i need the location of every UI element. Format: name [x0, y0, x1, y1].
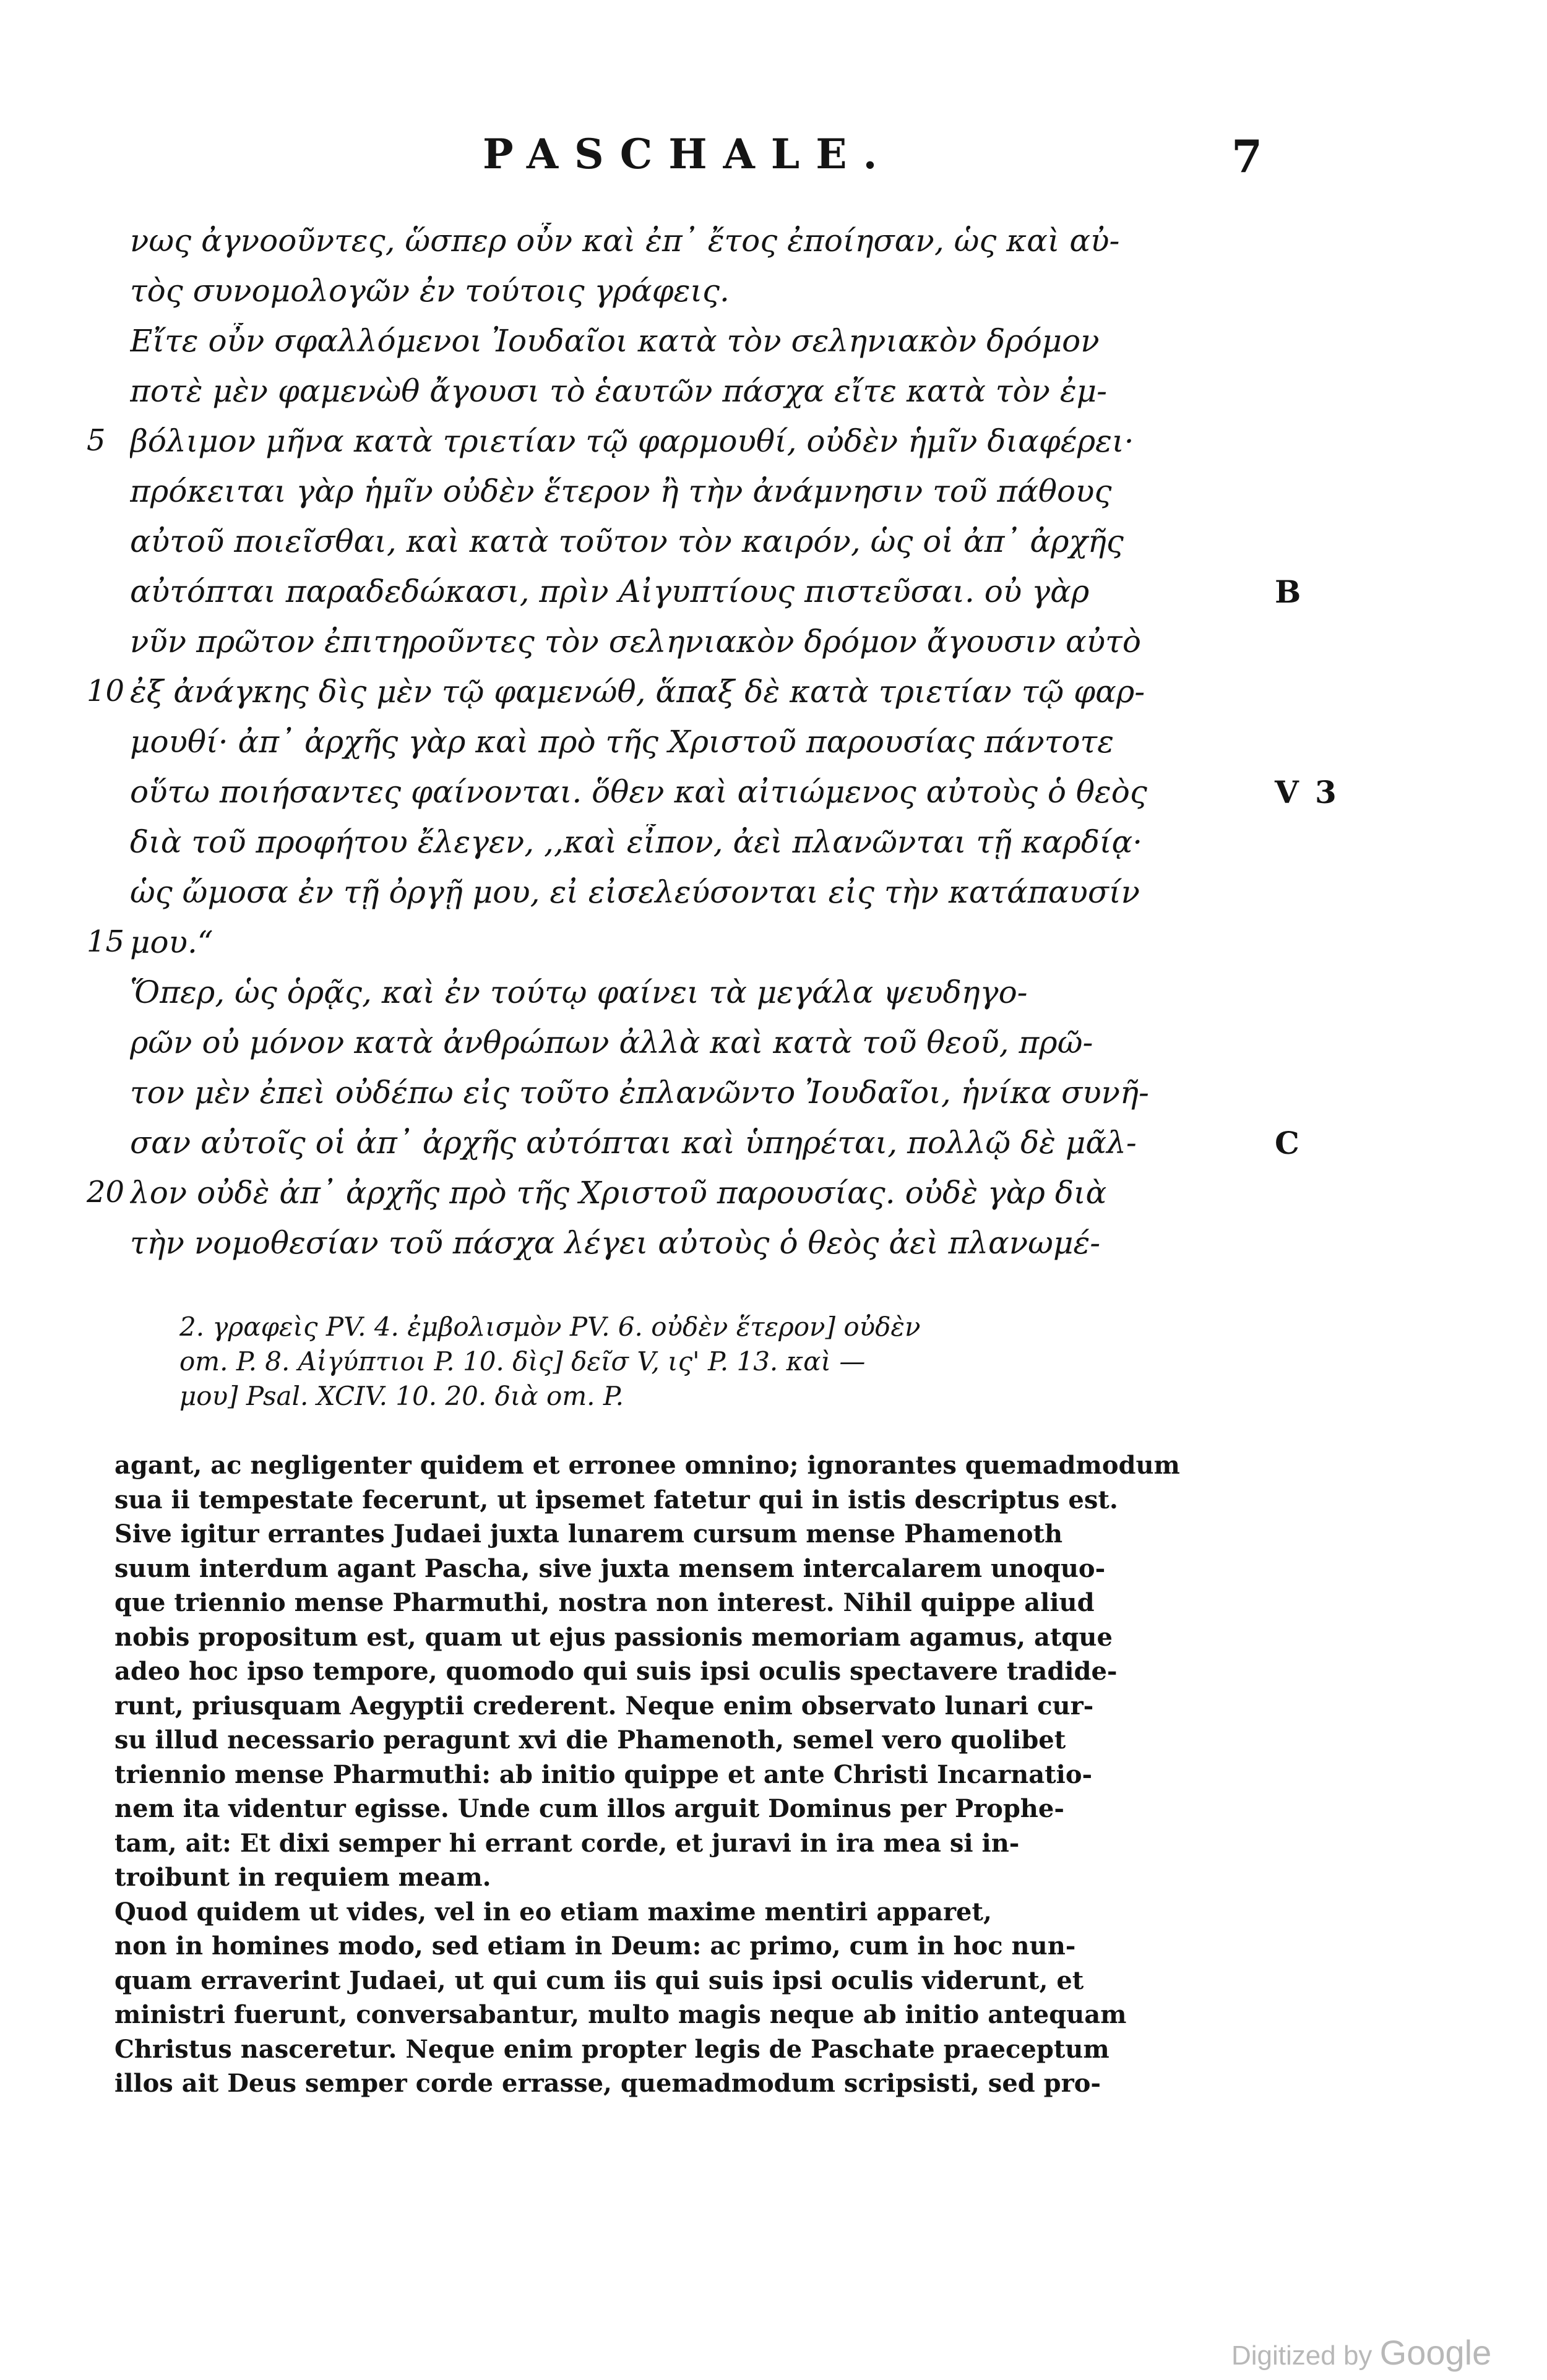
greek-line: νως ἀγνοοῦντες, ὥσπερ οὖν καὶ ἐπ᾽ ἔτος ἐποίησαν, ὡς καὶ αὐ- [130, 223, 1120, 259]
latin-line: non in homines modo, sed etiam in Deum: ac primo, cum in hoc nun- [114, 1931, 1076, 1961]
latin-line: runt, priusquam Aegyptii crederent. Neque enim observato lunari cur- [114, 1691, 1094, 1721]
greek-line: μουθί· ἀπ᾽ ἀρχῆς γὰρ καὶ πρὸ τῆς Χριστοῦ παρουσίας πάντοτε [130, 724, 1114, 760]
margin-marker: 3 [1315, 774, 1337, 810]
greek-line: Εἴτε οὖν σφαλλόμενοι Ἰουδαῖοι κατὰ τὸν σεληνιακὸν δρόμον [130, 323, 1100, 359]
greek-line: οὕτω ποιήσαντες φαίνονται. ὅθεν καὶ αἰτιώμενος αὐτοὺς ὁ θεὸς [130, 774, 1147, 810]
greek-line: ρῶν οὐ μόνον κατὰ ἀνθρώπων ἀλλὰ καὶ κατὰ τοῦ θεοῦ, πρῶ- [130, 1025, 1093, 1060]
greek-line: νῦν πρῶτον ἐπιτηροῦντες τὸν σεληνιακὸν δρόμον ἄγουσιν αὐτὸ [130, 624, 1141, 659]
greek-line: λον οὐδὲ ἀπ᾽ ἀρχῆς πρὸ τῆς Χριστοῦ παρουσίας. οὐδὲ γὰρ διὰ [130, 1175, 1107, 1211]
latin-line: suum interdum agant Pascha, sive juxta mensem intercalarem unoquo- [114, 1553, 1106, 1583]
latin-line: troibunt in requiem meam. [114, 1863, 491, 1892]
apparatus-line: 2. γραφεὶς PV. 4. ἐμβολισμὸν PV. 6. οὐδὲν ἕτερον] οὐδὲν [179, 1312, 921, 1342]
line-number: 15 [87, 924, 125, 959]
latin-line: quam erraverint Judaei, ut qui cum iis qui suis ipsi oculis viderunt, et [114, 1965, 1084, 1995]
running-title: PASCHALE. [483, 130, 894, 178]
line-number: 10 [87, 674, 125, 708]
latin-line: triennio mense Pharmuthi: ab initio quippe et ante Christi Incarnatio- [114, 1759, 1093, 1789]
greek-line: Ὅπερ, ὡς ὁρᾷς, καὶ ἐν τούτῳ φαίνει τὰ μεγάλα ψευδηγο- [130, 974, 1028, 1010]
latin-line: sua ii tempestate fecerunt, ut ipsemet fatetur qui in istis descriptus est. [114, 1485, 1118, 1514]
greek-line: διὰ τοῦ προφήτου ἔλεγεν, ,,καὶ εἶπον, ἀεὶ πλανῶνται τῇ καρδίᾳ· [130, 824, 1143, 860]
line-number: 5 [87, 423, 106, 458]
greek-line: αὐτοῦ ποιεῖσθαι, καὶ κατὰ τοῦτον τὸν καιρόν, ὡς οἱ ἀπ᾽ ἀρχῆς [130, 523, 1124, 559]
margin-marker: C [1275, 1125, 1299, 1161]
greek-line: τον μὲν ἐπεὶ οὐδέπω εἰς τοῦτο ἐπλανῶντο Ἰουδαῖοι, ἡνίκα συνῆ- [130, 1075, 1149, 1111]
greek-line: μου.“ [130, 924, 213, 960]
greek-line: αὐτόπται παραδεδώκασι, πρὶν Αἰγυπτίους πιστεῦσαι. οὐ γὰρ [130, 574, 1090, 609]
latin-line: que triennio mense Pharmuthi, nostra non interest. Nihil quippe aliud [114, 1588, 1095, 1617]
margin-marker: B [1275, 574, 1301, 610]
greek-line: πρόκειται γὰρ ἡμῖν οὐδὲν ἕτερον ἢ τὴν ἀνάμνησιν τοῦ πάθους [130, 473, 1112, 509]
latin-line: nobis propositum est, quam ut ejus passionis memoriam agamus, atque [114, 1622, 1113, 1652]
latin-line: Sive igitur errantes Judaei juxta lunarem cursum mense Phamenoth [114, 1519, 1063, 1549]
greek-line: τὴν νομοθεσίαν τοῦ πάσχα λέγει αὐτοὺς ὁ θεὸς ἀεὶ πλανωμέ- [130, 1225, 1101, 1261]
page-number: 7 [1231, 130, 1263, 183]
greek-line: ἐξ ἀνάγκης δὶς μὲν τῷ φαμενώθ, ἅπαξ δὲ κατὰ τριετίαν τῷ φαρ- [130, 674, 1145, 710]
margin-marker: V [1275, 774, 1299, 810]
latin-line: su illud necessario peragunt xvi die Phamenoth, semel vero quolibet [114, 1725, 1066, 1755]
latin-line: illos ait Deus semper corde errasse, quemadmodum scripsisti, sed pro- [114, 2069, 1101, 2098]
latin-line: agant, ac negligenter quidem et erronee omnino; ignorantes quemadmodum [114, 1451, 1180, 1480]
latin-line: tam, ait: Et dixi semper hi errant corde, et juravi in ira mea si in- [114, 1828, 1020, 1858]
greek-line: ὡς ὤμοσα ἐν τῇ ὀργῇ μου, εἰ εἰσελεύσονται εἰς τὴν κατάπαυσίν [130, 874, 1140, 910]
line-number: 20 [87, 1175, 125, 1209]
apparatus-line: om. P. 8. Αἰγύπτιοι P. 10. δὶς] δεῖσ V, ις' P. 13. καὶ — [179, 1346, 866, 1377]
greek-line: σαν αὐτοῖς οἱ ἀπ᾽ ἀρχῆς αὐτόπται καὶ ὑπηρέται, πολλῷ δὲ μᾶλ- [130, 1125, 1137, 1161]
google-brand: Google [1379, 2333, 1492, 2372]
latin-line: Christus nasceretur. Neque enim propter legis de Paschate praeceptum [114, 2034, 1110, 2064]
digitized-prefix: Digitized by [1231, 2340, 1372, 2371]
latin-line: Quod quidem ut vides, vel in eo etiam maxime mentiri apparet, [114, 1897, 992, 1927]
latin-line: nem ita videntur egisse. Unde cum illos arguit Dominus per Prophe- [114, 1794, 1064, 1823]
latin-line: adeo hoc ipso tempore, quomodo qui suis ipsi oculis spectavere tradide- [114, 1657, 1118, 1686]
digitized-by-watermark [1231, 2332, 1491, 2373]
latin-line: ministri fuerunt, conversabantur, multo magis neque ab initio antequam [114, 2000, 1127, 2029]
greek-line: τὸς συνομολογῶν ἐν τούτοις γράφεις. [130, 273, 730, 309]
greek-line: ποτὲ μὲν φαμενὼθ ἄγουσι τὸ ἑαυτῶν πάσχα εἴτε κατὰ τὸν ἐμ- [130, 373, 1108, 409]
apparatus-line: μου] Psal. XCIV. 10. 20. διὰ om. P. [179, 1381, 624, 1411]
greek-line: βόλιμον μῆνα κατὰ τριετίαν τῷ φαρμουθί, οὐδὲν ἡμῖν διαφέρει· [130, 423, 1134, 459]
